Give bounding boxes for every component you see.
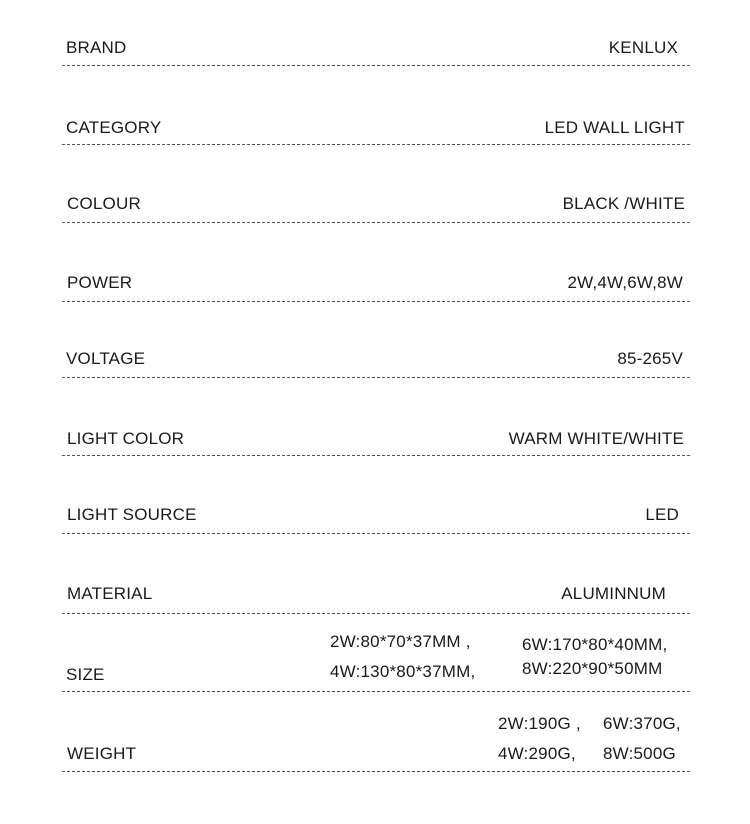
- weight-label: WEIGHT: [67, 744, 137, 763]
- divider: [62, 771, 690, 772]
- size-label: SIZE: [66, 665, 105, 684]
- light-source-label: LIGHT SOURCE: [67, 505, 197, 524]
- colour-label: COLOUR: [67, 194, 141, 213]
- size-value-6w: 6W:170*80*40MM,: [522, 635, 668, 654]
- light-source-value: LED: [645, 505, 679, 524]
- power-value: 2W,4W,6W,8W: [567, 273, 683, 292]
- brand-value: KENLUX: [608, 38, 678, 57]
- divider: [62, 144, 690, 145]
- size-value-8w: 8W:220*90*50MM: [522, 659, 663, 678]
- material-value: ALUMINNUM: [561, 584, 666, 603]
- divider: [62, 691, 690, 692]
- divider: [62, 533, 690, 534]
- power-label: POWER: [67, 273, 133, 292]
- voltage-label: VOLTAGE: [66, 349, 146, 368]
- colour-value: BLACK /WHITE: [562, 194, 685, 213]
- category-value: LED WALL LIGHT: [544, 118, 685, 137]
- light-color-value: WARM WHITE/WHITE: [508, 429, 684, 448]
- size-value-4w: 4W:130*80*37MM,: [330, 662, 476, 681]
- voltage-value: 85-265V: [617, 349, 683, 368]
- divider: [62, 222, 690, 223]
- light-color-label: LIGHT COLOR: [67, 429, 185, 448]
- divider: [62, 377, 690, 378]
- divider: [62, 65, 690, 66]
- divider: [62, 301, 690, 302]
- material-label: MATERIAL: [67, 584, 153, 603]
- weight-value-6w: 6W:370G,: [603, 714, 681, 733]
- size-value-2w: 2W:80*70*37MM ,: [330, 632, 471, 651]
- brand-label: BRAND: [66, 38, 127, 57]
- divider: [62, 613, 690, 614]
- weight-value-4w: 4W:290G,: [498, 744, 576, 763]
- weight-value-8w: 8W:500G: [603, 744, 676, 763]
- divider: [62, 455, 690, 456]
- category-label: CATEGORY: [66, 118, 162, 137]
- weight-value-2w: 2W:190G ,: [498, 714, 581, 733]
